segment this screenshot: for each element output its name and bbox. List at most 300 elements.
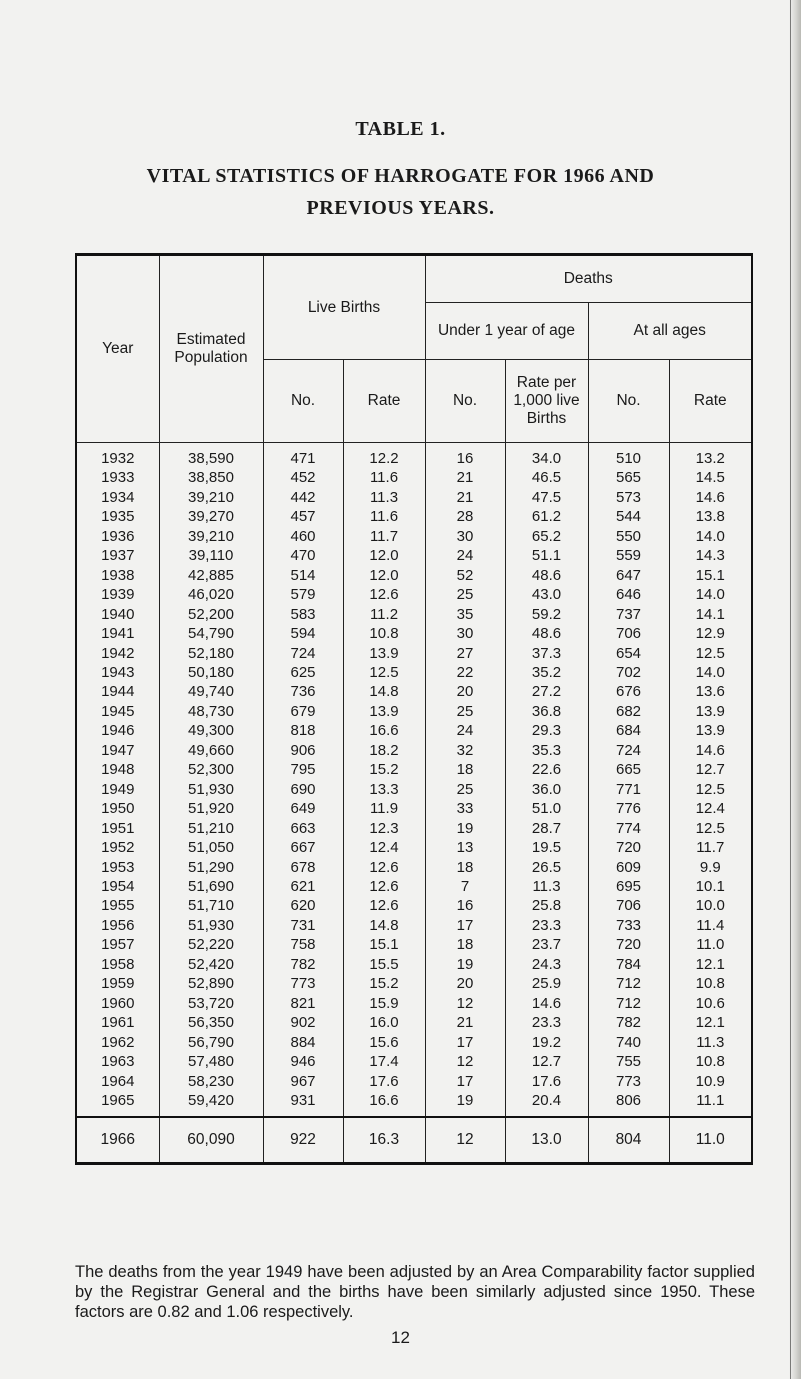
table-cell: 621 <box>263 877 343 896</box>
header-year: Year <box>76 255 159 443</box>
table-cell: 39,270 <box>159 507 263 526</box>
table-cell: 20 <box>425 974 505 993</box>
table-cell: 52 <box>425 566 505 585</box>
table-cell: 54,790 <box>159 624 263 643</box>
table-cell: 47.5 <box>505 488 588 507</box>
table-cell: 12.3 <box>343 819 425 838</box>
table-cell: 14.8 <box>343 682 425 701</box>
table-cell: 647 <box>588 566 669 585</box>
table-cell: 782 <box>263 955 343 974</box>
table-cell: 51,290 <box>159 858 263 877</box>
table-cell: 30 <box>425 624 505 643</box>
table-cell: 57,480 <box>159 1052 263 1071</box>
table-cell: 19 <box>425 1091 505 1117</box>
table-cell: 706 <box>588 624 669 643</box>
table-cell: 646 <box>588 585 669 604</box>
table-cell: 1963 <box>76 1052 159 1071</box>
table-cell: 14.1 <box>669 605 752 624</box>
table-cell: 740 <box>588 1033 669 1052</box>
table-cell: 773 <box>263 974 343 993</box>
table-cell: 1959 <box>76 974 159 993</box>
table-cell: 594 <box>263 624 343 643</box>
table-cell: 11.4 <box>669 916 752 935</box>
table-cell: 620 <box>263 896 343 915</box>
table-cell: 14.5 <box>669 468 752 487</box>
table-cell: 33 <box>425 799 505 818</box>
table-cell: 1933 <box>76 468 159 487</box>
header-births-rate: Rate <box>343 360 425 443</box>
table-cell: 23.3 <box>505 1013 588 1032</box>
table-cell: 10.8 <box>669 974 752 993</box>
table-row <box>76 1091 752 1117</box>
table-cell: 24.3 <box>505 955 588 974</box>
table-cell: 21 <box>425 488 505 507</box>
table-cell: 16.0 <box>343 1013 425 1032</box>
table-cell: 22.6 <box>505 760 588 779</box>
table-cell: 1956 <box>76 916 159 935</box>
table-cell: 12.5 <box>669 644 752 663</box>
table-cell: 65.2 <box>505 527 588 546</box>
table-cell: 12.0 <box>343 566 425 585</box>
table-cell: 39,210 <box>159 527 263 546</box>
table-cell: 922 <box>263 1117 343 1164</box>
table-cell: 724 <box>588 741 669 760</box>
table-cell: 52,420 <box>159 955 263 974</box>
table-cell: 26.5 <box>505 858 588 877</box>
table-cell: 654 <box>588 644 669 663</box>
table-cell: 1940 <box>76 605 159 624</box>
table-cell: 11.3 <box>343 488 425 507</box>
table-cell: 11.2 <box>343 605 425 624</box>
table-cell: 23.7 <box>505 935 588 954</box>
table-cell: 12.1 <box>669 1013 752 1032</box>
table-row <box>76 916 752 935</box>
header-infant-rate: Rate per 1,000 live Births <box>505 360 588 443</box>
table-cell: 12.7 <box>505 1052 588 1071</box>
table-cell: 1960 <box>76 994 159 1013</box>
table-cell: 11.0 <box>669 1117 752 1164</box>
table-cell: 679 <box>263 702 343 721</box>
table-cell: 18 <box>425 760 505 779</box>
table-cell: 12.6 <box>343 585 425 604</box>
table-cell: 11.9 <box>343 799 425 818</box>
table-cell: 550 <box>588 527 669 546</box>
table-cell: 23.3 <box>505 916 588 935</box>
table-cell: 52,200 <box>159 605 263 624</box>
table-cell: 11.3 <box>669 1033 752 1052</box>
table-cell: 10.0 <box>669 896 752 915</box>
table-cell: 15.6 <box>343 1033 425 1052</box>
table-cell: 19.5 <box>505 838 588 857</box>
table-cell: 967 <box>263 1072 343 1091</box>
table-cell: 51,930 <box>159 780 263 799</box>
table-row <box>76 1072 752 1091</box>
table-cell: 46.5 <box>505 468 588 487</box>
table-row <box>76 527 752 546</box>
table-cell: 39,210 <box>159 488 263 507</box>
table-row <box>76 443 752 469</box>
table-cell: 684 <box>588 721 669 740</box>
table-cell: 13.9 <box>669 702 752 721</box>
table-cell: 14.6 <box>505 994 588 1013</box>
table-row <box>76 896 752 915</box>
table-cell: 12.5 <box>669 819 752 838</box>
table-cell: 12 <box>425 1117 505 1164</box>
table-cell: 12.6 <box>343 877 425 896</box>
table-cell: 12.2 <box>343 443 425 469</box>
table-row <box>76 663 752 682</box>
table-cell: 11.7 <box>669 838 752 857</box>
table-cell: 52,890 <box>159 974 263 993</box>
table-cell: 15.5 <box>343 955 425 974</box>
table-cell: 51,690 <box>159 877 263 896</box>
table-cell: 42,885 <box>159 566 263 585</box>
table-row <box>76 682 752 701</box>
table-cell: 25.8 <box>505 896 588 915</box>
table-cell: 13.0 <box>505 1117 588 1164</box>
table-cell: 39,110 <box>159 546 263 565</box>
table-cell: 10.9 <box>669 1072 752 1091</box>
table-cell: 579 <box>263 585 343 604</box>
table-cell: 18 <box>425 935 505 954</box>
table-cell: 51,920 <box>159 799 263 818</box>
table-cell: 9.9 <box>669 858 752 877</box>
table-cell: 36.0 <box>505 780 588 799</box>
table-cell: 27.2 <box>505 682 588 701</box>
table-cell: 720 <box>588 838 669 857</box>
table-cell: 59,420 <box>159 1091 263 1117</box>
table-cell: 782 <box>588 1013 669 1032</box>
table-subtitle: PREVIOUS YEARS. <box>306 197 495 219</box>
table-cell: 56,790 <box>159 1033 263 1052</box>
table-cell: 25 <box>425 585 505 604</box>
table-cell: 806 <box>588 1091 669 1117</box>
table-title: VITAL STATISTICS OF HARROGATE FOR 1966 AND <box>146 165 655 187</box>
table-cell: 1938 <box>76 566 159 585</box>
table-cell: 773 <box>588 1072 669 1091</box>
table-cell: 758 <box>263 935 343 954</box>
header-under-one-year: Under 1 year of age <box>425 303 588 360</box>
table-cell: 51,710 <box>159 896 263 915</box>
header-deaths: Deaths <box>425 255 752 303</box>
table-cell: 755 <box>588 1052 669 1071</box>
table-cell: 1957 <box>76 935 159 954</box>
table-row <box>76 799 752 818</box>
table-cell: 19 <box>425 819 505 838</box>
table-cell: 1952 <box>76 838 159 857</box>
table-cell: 17 <box>425 916 505 935</box>
table-cell: 52,220 <box>159 935 263 954</box>
table-row <box>76 1013 752 1032</box>
table-cell: 12.6 <box>343 896 425 915</box>
table-row <box>76 566 752 585</box>
table-cell: 14.0 <box>669 663 752 682</box>
table-cell: 7 <box>425 877 505 896</box>
table-cell: 12.0 <box>343 546 425 565</box>
table-cell: 706 <box>588 896 669 915</box>
table-cell: 16.3 <box>343 1117 425 1164</box>
table-cell: 731 <box>263 916 343 935</box>
table-cell: 682 <box>588 702 669 721</box>
table-cell: 1966 <box>76 1117 159 1164</box>
table-cell: 49,300 <box>159 721 263 740</box>
table-cell: 16.6 <box>343 1091 425 1117</box>
table-cell: 1953 <box>76 858 159 877</box>
table-cell: 663 <box>263 819 343 838</box>
table-cell: 17.4 <box>343 1052 425 1071</box>
header-population: Estimated Population <box>159 255 263 443</box>
table-cell: 733 <box>588 916 669 935</box>
table-row <box>76 994 752 1013</box>
table-cell: 1947 <box>76 741 159 760</box>
table-cell: 16 <box>425 443 505 469</box>
table-cell: 15.1 <box>669 566 752 585</box>
table-row <box>76 507 752 526</box>
table-cell: 17 <box>425 1033 505 1052</box>
table-cell: 884 <box>263 1033 343 1052</box>
table-cell: 32 <box>425 741 505 760</box>
table-cell: 16 <box>425 896 505 915</box>
table-cell: 573 <box>588 488 669 507</box>
table-cell: 11.3 <box>505 877 588 896</box>
table-cell: 51,930 <box>159 916 263 935</box>
table-cell: 12.7 <box>669 760 752 779</box>
table-cell: 51.1 <box>505 546 588 565</box>
table-cell: 51,050 <box>159 838 263 857</box>
header-births-no: No. <box>263 360 343 443</box>
table-cell: 720 <box>588 935 669 954</box>
table-cell: 28 <box>425 507 505 526</box>
table-cell: 665 <box>588 760 669 779</box>
table-cell: 724 <box>263 644 343 663</box>
table-cell: 14.0 <box>669 527 752 546</box>
table-row <box>76 955 752 974</box>
table-row <box>76 838 752 857</box>
table-cell: 514 <box>263 566 343 585</box>
table-cell: 12.1 <box>669 955 752 974</box>
table-cell: 35 <box>425 605 505 624</box>
table-cell: 13.8 <box>669 507 752 526</box>
table-row <box>76 760 752 779</box>
table-cell: 452 <box>263 468 343 487</box>
table-cell: 510 <box>588 443 669 469</box>
table-cell: 17 <box>425 1072 505 1091</box>
table-cell: 16.6 <box>343 721 425 740</box>
table-row <box>76 1052 752 1071</box>
table-cell: 678 <box>263 858 343 877</box>
table-row <box>76 819 752 838</box>
table-cell: 784 <box>588 955 669 974</box>
table-cell: 50,180 <box>159 663 263 682</box>
table-row <box>76 585 752 604</box>
table-cell: 565 <box>588 468 669 487</box>
table-cell: 25 <box>425 702 505 721</box>
table-row <box>76 877 752 896</box>
header-deaths-rate: Rate <box>669 360 752 443</box>
table-cell: 24 <box>425 721 505 740</box>
table-cell: 58,230 <box>159 1072 263 1091</box>
table-cell: 10.1 <box>669 877 752 896</box>
table-cell: 15.9 <box>343 994 425 1013</box>
table-cell: 1950 <box>76 799 159 818</box>
table-cell: 43.0 <box>505 585 588 604</box>
table-cell: 17.6 <box>505 1072 588 1091</box>
table-cell: 12.9 <box>669 624 752 643</box>
table-row <box>76 741 752 760</box>
table-cell: 24 <box>425 546 505 565</box>
table-cell: 690 <box>263 780 343 799</box>
table-cell: 471 <box>263 443 343 469</box>
table-cell: 13.6 <box>669 682 752 701</box>
table-cell: 702 <box>588 663 669 682</box>
table-cell: 695 <box>588 877 669 896</box>
table-footnote: The deaths from the year 1949 have been adjusted by an Area Comparability factor supplied by the Registrar General and the births have been similarly adjusted since 1950. These factors are 0.82 and 1.06 respectively. <box>75 1263 755 1321</box>
table-cell: 12.6 <box>343 858 425 877</box>
table-cell: 48.6 <box>505 566 588 585</box>
table-cell: 51,210 <box>159 819 263 838</box>
table-cell: 625 <box>263 663 343 682</box>
table-cell: 667 <box>263 838 343 857</box>
table-cell: 51.0 <box>505 799 588 818</box>
table-cell: 1948 <box>76 760 159 779</box>
table-cell: 37.3 <box>505 644 588 663</box>
table-cell: 27 <box>425 644 505 663</box>
table-cell: 14.6 <box>669 488 752 507</box>
table-cell: 1964 <box>76 1072 159 1091</box>
table-cell: 13 <box>425 838 505 857</box>
table-cell: 49,660 <box>159 741 263 760</box>
table-cell: 804 <box>588 1117 669 1164</box>
table-cell: 544 <box>588 507 669 526</box>
table-cell: 46,020 <box>159 585 263 604</box>
table-cell: 795 <box>263 760 343 779</box>
page-number: 12 <box>391 1328 410 1347</box>
table-cell: 48.6 <box>505 624 588 643</box>
table-cell: 13.9 <box>343 644 425 663</box>
table-cell: 1949 <box>76 780 159 799</box>
table-cell: 583 <box>263 605 343 624</box>
table-cell: 902 <box>263 1013 343 1032</box>
table-cell: 11.6 <box>343 507 425 526</box>
table-cell: 946 <box>263 1052 343 1071</box>
table-row <box>76 935 752 954</box>
table-row <box>76 780 752 799</box>
table-cell: 60,090 <box>159 1117 263 1164</box>
table-cell: 19 <box>425 955 505 974</box>
table-cell: 10.8 <box>669 1052 752 1071</box>
table-cell: 38,850 <box>159 468 263 487</box>
table-cell: 470 <box>263 546 343 565</box>
table-cell: 736 <box>263 682 343 701</box>
table-cell: 12.4 <box>343 838 425 857</box>
table-cell: 649 <box>263 799 343 818</box>
table-cell: 1942 <box>76 644 159 663</box>
table-cell: 15.2 <box>343 974 425 993</box>
table-cell: 13.2 <box>669 443 752 469</box>
table-cell: 818 <box>263 721 343 740</box>
table-cell: 821 <box>263 994 343 1013</box>
table-cell: 61.2 <box>505 507 588 526</box>
table-cell: 1954 <box>76 877 159 896</box>
table-cell: 1955 <box>76 896 159 915</box>
table-row <box>76 858 752 877</box>
table-cell: 609 <box>588 858 669 877</box>
table-row <box>76 974 752 993</box>
table-cell: 15.2 <box>343 760 425 779</box>
table-cell: 53,720 <box>159 994 263 1013</box>
table-cell: 1934 <box>76 488 159 507</box>
table-cell: 1945 <box>76 702 159 721</box>
table-cell: 35.3 <box>505 741 588 760</box>
table-cell: 21 <box>425 468 505 487</box>
table-cell: 771 <box>588 780 669 799</box>
table-label: TABLE 1. <box>355 118 446 140</box>
table-cell: 457 <box>263 507 343 526</box>
table-cell: 15.1 <box>343 935 425 954</box>
table-row <box>76 624 752 643</box>
vital-statistics-table <box>75 253 751 1165</box>
table-cell: 1941 <box>76 624 159 643</box>
table-cell: 10.8 <box>343 624 425 643</box>
table-cell: 17.6 <box>343 1072 425 1091</box>
table-cell: 737 <box>588 605 669 624</box>
table-cell: 49,740 <box>159 682 263 701</box>
table-cell: 559 <box>588 546 669 565</box>
header-deaths-no: No. <box>588 360 669 443</box>
table-cell: 442 <box>263 488 343 507</box>
table-row <box>76 702 752 721</box>
table-cell: 25.9 <box>505 974 588 993</box>
table-cell: 11.6 <box>343 468 425 487</box>
header-infant-no: No. <box>425 360 505 443</box>
table-cell: 676 <box>588 682 669 701</box>
table-cell: 1935 <box>76 507 159 526</box>
table-cell: 14.8 <box>343 916 425 935</box>
table-cell: 13.3 <box>343 780 425 799</box>
table-cell: 1951 <box>76 819 159 838</box>
table-cell: 712 <box>588 974 669 993</box>
table-cell: 25 <box>425 780 505 799</box>
table-cell: 48,730 <box>159 702 263 721</box>
table-cell: 19.2 <box>505 1033 588 1052</box>
table-cell: 1939 <box>76 585 159 604</box>
table-cell: 29.3 <box>505 721 588 740</box>
table-cell: 38,590 <box>159 443 263 469</box>
table-cell: 14.3 <box>669 546 752 565</box>
table-row <box>76 488 752 507</box>
table-row-current-year <box>76 1117 752 1164</box>
table-cell: 18.2 <box>343 741 425 760</box>
table-cell: 1946 <box>76 721 159 740</box>
table-cell: 12.5 <box>343 663 425 682</box>
table-cell: 13.9 <box>669 721 752 740</box>
table-cell: 52,180 <box>159 644 263 663</box>
table-cell: 13.9 <box>343 702 425 721</box>
table-cell: 774 <box>588 819 669 838</box>
table-cell: 36.8 <box>505 702 588 721</box>
table-cell: 18 <box>425 858 505 877</box>
table-row <box>76 1033 752 1052</box>
table-cell: 1958 <box>76 955 159 974</box>
table-cell: 1943 <box>76 663 159 682</box>
table-cell: 20 <box>425 682 505 701</box>
table-cell: 1932 <box>76 443 159 469</box>
table-cell: 12 <box>425 994 505 1013</box>
table-cell: 10.6 <box>669 994 752 1013</box>
table-cell: 931 <box>263 1091 343 1117</box>
table-cell: 1937 <box>76 546 159 565</box>
table-cell: 59.2 <box>505 605 588 624</box>
